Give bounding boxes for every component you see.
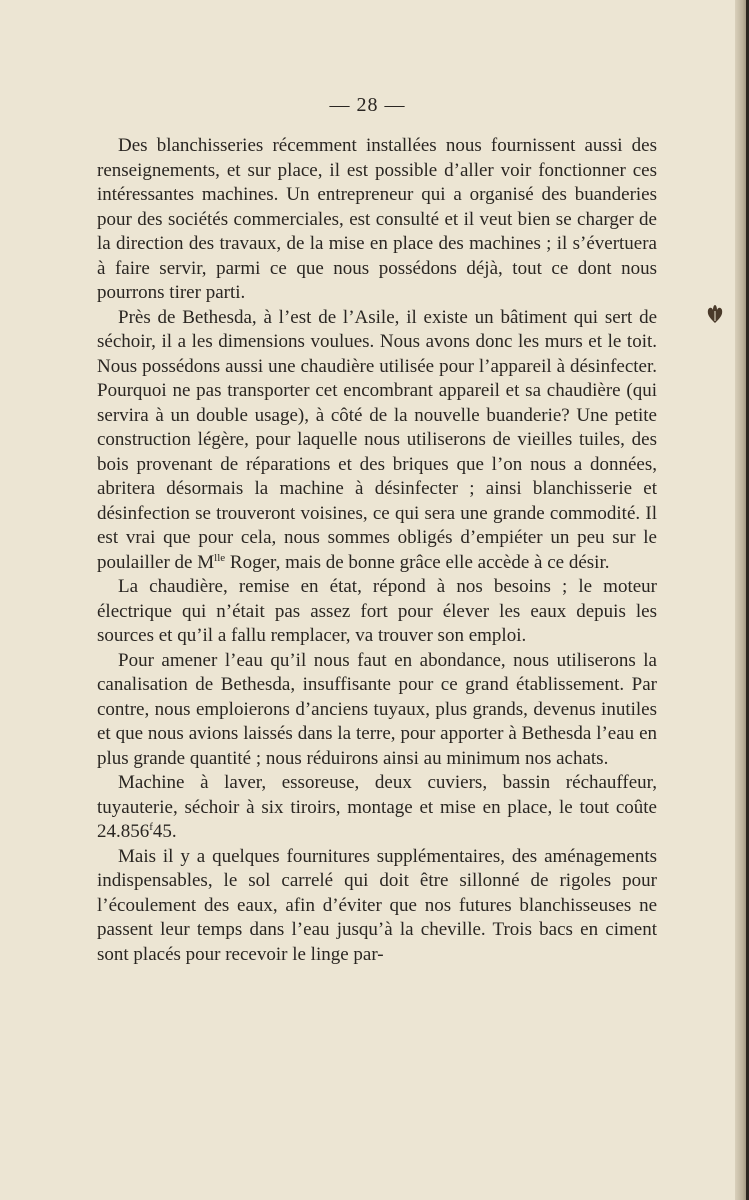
page-number: — 28 — [329,94,406,116]
paragraph-1-text: Des blanchisseries récemment installées nous fournissent aussi des renseignements, et sur place, il est possible d’aller voir fonctionner ces intéressantes machines. Un entrepreneur qui a organisé des buanderies pour des sociétés commerciales, est consulté et il veut bien se charger de la direction des travaux, de la mise en place des machines ; il s’évertuera à faire servir, parmi ce que nous possédons déjà, tout ce dont nous pourrons tirer parti. [97,135,657,303]
paragraph-3-text: La chaudière, remise en état, répond à nos besoins ; le moteur électrique qui n’était pas assez fort pour élever les eaux depuis les sources et qu’il a fallu remplacer, va trouver son emploi. [97,576,657,646]
honorific-superscript: lle [214,551,226,564]
body-text [97,134,657,967]
page-edge [735,0,749,1200]
amount-superscript: f [149,821,153,833]
amount-cents: 45. [152,821,177,842]
paragraph-2-text: Près de Bethesda, à l’est de l’Asile, il existe un bâtiment qui sert de séchoir, il a les dimensions voulues. Nous avons donc les murs et le toit. Nous possédons aussi une chaudière utilisée pour l’appareil à désinfecter. Pourquoi ne pas transporter cet encombrant appareil et sa chaudière (qui servira à un double usage), à côté de la nouvelle buanderie? Une petite construction légère, pour laquelle nous utiliserons de vieilles tuiles, des bois provenant de réparations et des briques que l’on nous a données, abritera désormais la machine à désinfecter ; ainsi blanchisserie et désinfection se trouveront voisines, ce qui sera une grande commodité. Il est vrai que pour cela, nous sommes obligés d’empiéter un peu sur le poulailler de [97,306,657,573]
paragraph-6 [97,845,657,968]
paragraph-5 [97,771,657,845]
amount: 24.856 [97,821,150,842]
paragraph-5-text: Machine à laver, essoreuse, deux cuviers, bassin réchauffeur, tuyauterie, séchoir à six tiroirs, montage et mise en place, le tout coûte [97,772,657,818]
paragraph-3 [97,575,657,649]
paragraph-2 [97,306,657,576]
paragraph-4 [97,649,657,772]
honorific: M [197,551,215,573]
paragraph-1 [97,134,657,306]
paragraph-2-text-after: Roger, mais de bonne grâce elle accède à ce désir. [229,551,610,573]
fleuron-icon [706,304,724,324]
paragraph-4-text: Pour amener l’eau qu’il nous faut en abondance, nous utiliserons la canalisation de Bethesda, insuffisante pour ce grand établissement. Par contre, nous emploierons d’anciens tuyaux, plus grands, devenus inutiles et que nous avions laissés dans la terre, pour apporter à Bethesda l’eau en plus grande quantité ; nous réduirons ainsi au minimum nos achats. [97,649,657,769]
paragraph-6-text: Mais il y a quelques fournitures supplémentaires, des aménagements indispensables, le sol carrelé qui doit être sillonné de rigoles pour l’écoulement des eaux, afin d’éviter que nos futures blanchisseuses ne passent leur temps dans l’eau jusqu’à la cheville. Trois bacs en ciment sont placés pour recevoir le linge par- [97,845,657,965]
